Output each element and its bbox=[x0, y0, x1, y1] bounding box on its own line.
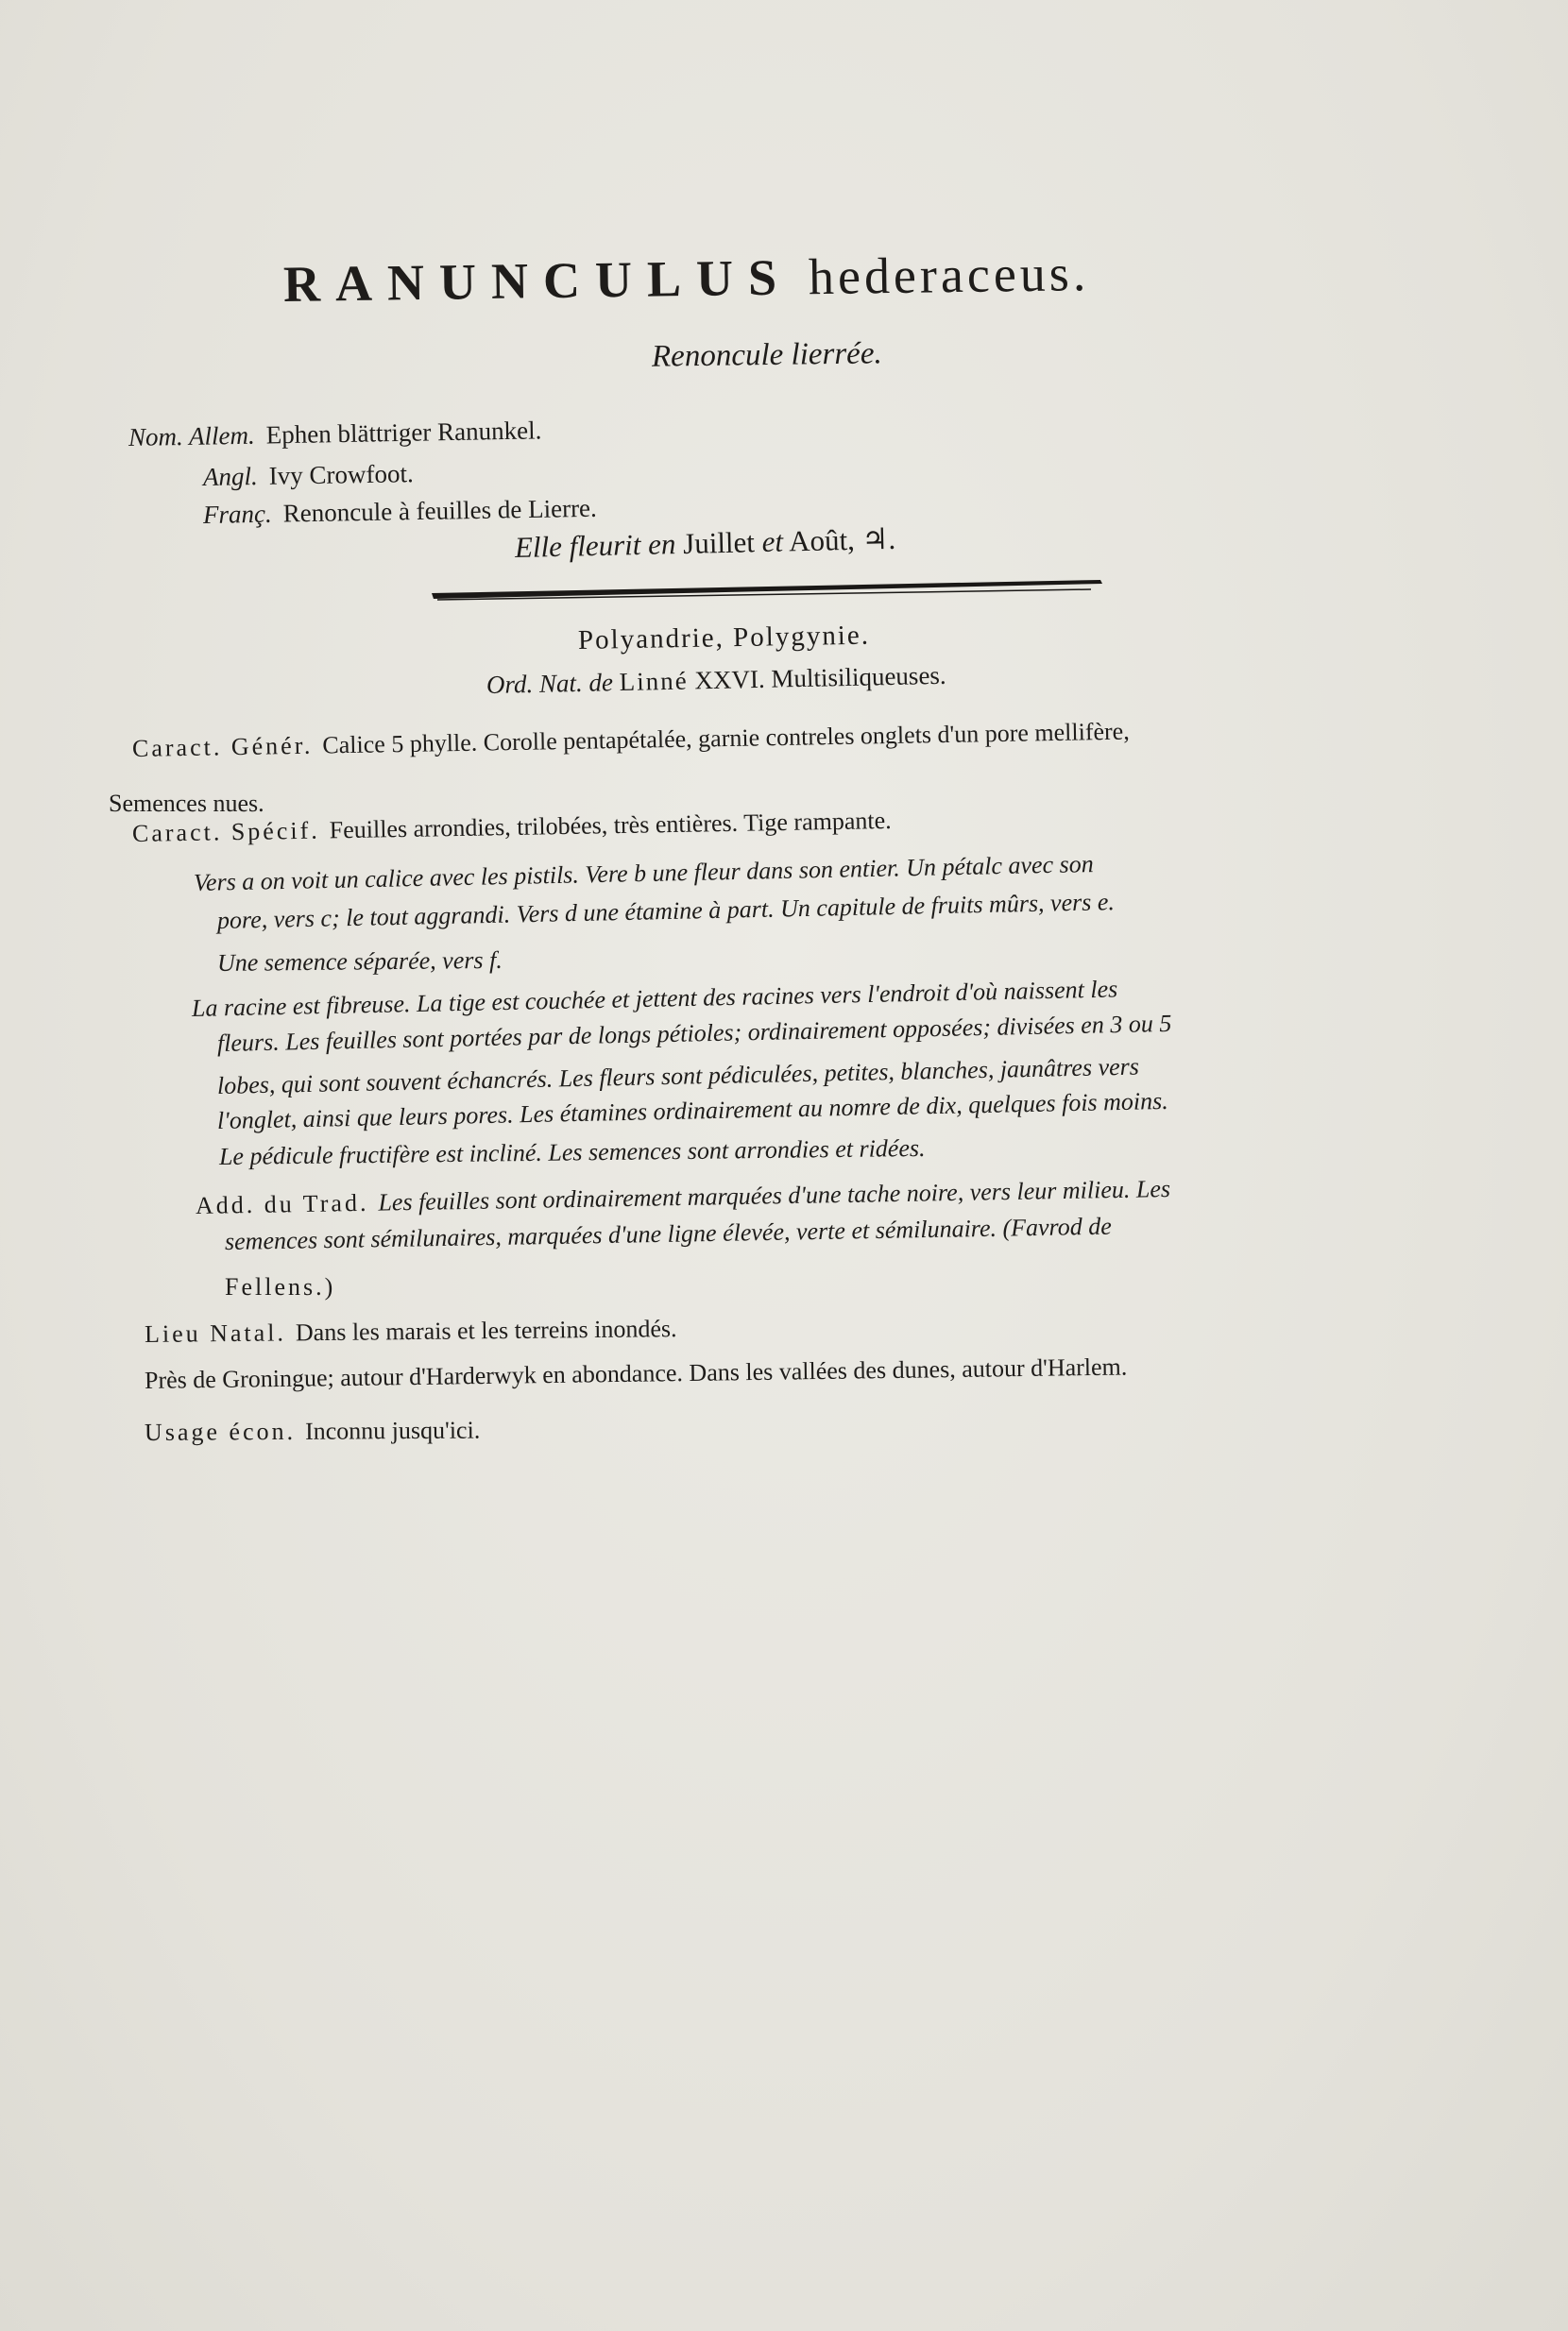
name-value: Ephen blättriger Ranunkel. bbox=[265, 416, 542, 450]
add-trad-author: Fellens.) bbox=[225, 1273, 336, 1301]
ord-value: XXVI. Multisiliqueuses. bbox=[694, 660, 946, 695]
figure-line: Vers a on voit un calice avec les pistils. Vere b une fleur dans son entier. Un pétalc avec son bbox=[193, 850, 1094, 896]
linnaean-class: Polyandrie, Polygynie. bbox=[577, 620, 871, 655]
decorative-rule bbox=[430, 578, 1102, 601]
genus-name: RANUNCULUS bbox=[282, 248, 793, 313]
name-french bbox=[203, 494, 597, 530]
description-line: fleurs. Les feuilles sont portées par de longs pétioles; ordinairement opposées; divisées en 3 ou 5 bbox=[216, 1009, 1172, 1057]
name-label: Franç. bbox=[202, 499, 272, 529]
caract-gener-label: Caract. Génér. bbox=[131, 731, 314, 762]
description-line: lobes, qui sont souvent échancrés. Les fleurs sont pédiculées, petites, blanches, jaunâtres vers bbox=[216, 1052, 1140, 1099]
bloom-prefix: Elle fleurit en bbox=[514, 527, 676, 564]
add-trad-text: semences sont sémilunaires, marquées d'une ligne élevée, verte et sémilunaire. (Favrod de bbox=[224, 1212, 1112, 1255]
name-label: Angl. bbox=[202, 461, 258, 491]
usage bbox=[145, 1417, 480, 1447]
bloom-period bbox=[515, 522, 896, 565]
ord-author: Linné bbox=[619, 666, 689, 697]
bloom-month-2: Août, ♃. bbox=[788, 521, 896, 558]
caract-specif-label: Caract. Spécif. bbox=[131, 816, 320, 847]
add-trad-cont bbox=[225, 1213, 1112, 1256]
caract-specif-text: Feuilles arrondies, trilobées, très entières. Tige rampante. bbox=[329, 806, 892, 844]
name-value: Renoncule à feuilles de Lierre. bbox=[282, 493, 598, 528]
caract-gener-text: Calice 5 phylle. Corolle pentapétalée, garnie contreles onglets d'un pore mellifère, bbox=[322, 717, 1130, 759]
page-title bbox=[283, 244, 1090, 314]
name-german bbox=[128, 416, 542, 452]
add-trad-label: Add. du Trad. bbox=[195, 1188, 369, 1219]
figure-line: pore, vers c; le tout aggrandi. Vers d une étamine à part. Un capitule de fruits mûrs, vers e. bbox=[216, 888, 1116, 934]
description-line: La racine est fibreuse. La tige est couchée et jettent des racines vers l'endroit d'où naissent les bbox=[191, 975, 1118, 1022]
localities: Près de Groningue; autour d'Harderwyk en abondance. Dans les vallées des dunes, autour d'Harlem. bbox=[144, 1353, 1128, 1394]
page-subtitle: Renoncule lierrée. bbox=[651, 336, 882, 374]
name-english bbox=[203, 459, 414, 492]
name-value: Ivy Crowfoot. bbox=[268, 459, 414, 490]
natural-order bbox=[486, 661, 946, 700]
lieu-natal-label: Lieu Natal. bbox=[144, 1319, 287, 1348]
ord-prefix: Ord. Nat. de bbox=[486, 668, 614, 699]
species-name: hederaceus. bbox=[808, 245, 1090, 306]
lieu-natal-text: Dans les marais et les terreins inondés. bbox=[295, 1315, 677, 1347]
bloom-month-1: Juillet bbox=[682, 525, 756, 560]
figure-line: Une semence séparée, vers f. bbox=[216, 945, 503, 977]
usage-text: Inconnu jusqu'ici. bbox=[304, 1416, 481, 1445]
lieu-natal bbox=[145, 1315, 677, 1349]
name-label: Nom. Allem. bbox=[128, 420, 255, 451]
description-line: l'onglet, ainsi que leurs pores. Les étamines ordinairement au nomre de dix, quelques fois moins. bbox=[216, 1086, 1169, 1134]
description-line: Le pédicule fructifère est incliné. Les semences sont arrondies et ridées. bbox=[218, 1133, 926, 1170]
caract-gener-cont: Semences nues. bbox=[109, 790, 264, 817]
add-trad-text: Les feuilles sont ordinairement marquées d'une tache noire, vers leur milieu. Les bbox=[378, 1174, 1171, 1217]
caract-gener bbox=[132, 718, 1130, 763]
usage-label: Usage écon. bbox=[144, 1417, 297, 1446]
bloom-join: et bbox=[761, 524, 784, 559]
